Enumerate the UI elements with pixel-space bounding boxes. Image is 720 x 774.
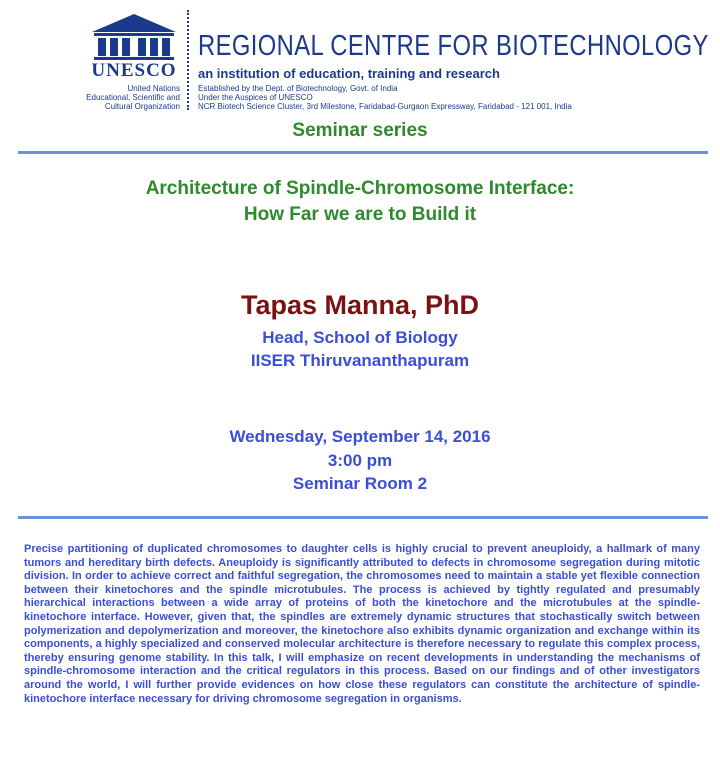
talk-title-line-2: How Far we are to Build it <box>243 204 477 225</box>
un-org-line-3: Cultural Organization <box>104 102 180 111</box>
speaker-position: Head, School of Biology <box>262 328 458 347</box>
talk-title <box>0 176 720 228</box>
event-date: Wednesday, September 14, 2016 <box>229 427 491 446</box>
seminar-series-heading: Seminar series <box>292 120 428 141</box>
speaker-institution: IISER Thiruvananthapuram <box>250 351 470 370</box>
abstract-text: Precise partitioning of duplicated chromosomes to daughter cells is highly crucial to prevent aneuploidy, a hallmark of many tumors and hereditary birth defects. Aneuploidy is significantly attributed to defects in chromosome segregation during mitotic division. In order to achieve correct and faithful segregation, the chromosomes need to maintain a stable yet flexible connection between their kinetochores and the spindle microtubules. The process is achieved by tightly regulated and presumably hierarchical interactions between a wide array of proteins of both the kinetochore and the microtubules at the spindle-kinetochore interface. However, given that, the spindles are extremely dynamic structures that stochastically switch between polymerization and depolymerization and moreover, the kinetochore also exhibits dynamic organization and exchange within its components, a highly specialized and conserved molecular architecture is therefore necessary to regulate this complex process, thereby ensuring genome stability. In this talk, I will emphasize on recent developments in understanding the mechanisms of spindle-chromosome interaction and the critical regulators in this process. Based on our findings and of other investigators around the world, I will further provide evidences on how close these regulators can constitute the architecture of spindle-kinetochore interface necessary for driving chromosome segregation in organisms. <box>24 543 700 705</box>
event-time: 3:00 pm <box>327 451 393 470</box>
speaker-name: Tapas Manna, PhD <box>240 290 480 320</box>
event-venue: Seminar Room 2 <box>292 474 428 493</box>
header-divider <box>187 10 189 110</box>
top-rule <box>18 151 708 154</box>
letterhead <box>0 0 720 120</box>
institute-detail-1: Established by the Dept. of Biotechnology, Govt. of India <box>198 84 398 93</box>
unesco-wordmark: UNESCO <box>91 60 177 81</box>
unesco-temple-icon <box>88 12 180 60</box>
talk-title-line-1: Architecture of Spindle-Chromosome Interface: <box>145 178 575 199</box>
institute-detail-2: Under the Auspices of UNESCO <box>198 93 313 102</box>
institute-name: REGIONAL CENTRE FOR BIOTECHNOLOGY <box>198 30 709 62</box>
un-org-line-1: United Nations <box>127 84 180 93</box>
institute-detail-3: NCR Biotech Science Cluster, 3rd Milestone, Faridabad-Gurgaon Expressway, Faridabad - 121 001, India <box>198 102 572 111</box>
un-org-line-2: Educational, Scientific and <box>86 93 180 102</box>
institute-tagline: an institution of education, training and research <box>198 66 500 81</box>
middle-rule <box>18 516 708 519</box>
